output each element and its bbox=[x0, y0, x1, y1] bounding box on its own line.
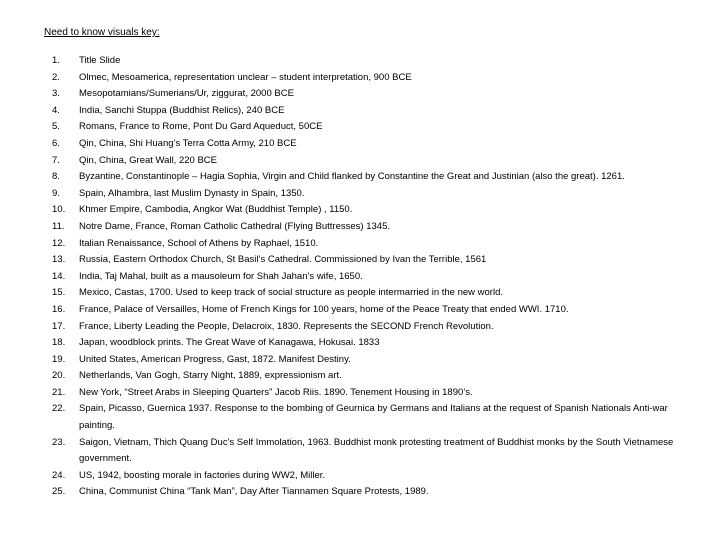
list-item-text: Romans, France to Rome, Pont Du Gard Aqueduct, 50CE bbox=[79, 121, 323, 133]
list-item bbox=[52, 484, 692, 501]
list-item bbox=[52, 153, 692, 170]
list-item bbox=[52, 119, 692, 136]
list-item bbox=[52, 269, 692, 286]
list-item bbox=[52, 435, 692, 468]
list-item-number: 1. bbox=[52, 55, 60, 66]
list-item-text: Notre Dame, France, Roman Catholic Cathedral (Flying Buttresses) 1345. bbox=[79, 220, 390, 232]
list-item-text: Spain, Picasso, Guernica 1937. Response to the bombing of Geurnica by Germans and Italians at the request of Spanish Nationals Anti-war painting. bbox=[79, 403, 668, 432]
list-item bbox=[52, 285, 692, 302]
list-item bbox=[52, 136, 692, 153]
list-item bbox=[52, 53, 692, 70]
list-item-text: Mexico, Castas, 1700. Used to keep track of social structure as people intermarried in the new world. bbox=[79, 287, 504, 299]
list-item-number: 10. bbox=[52, 204, 66, 216]
list-item-number: 9. bbox=[52, 187, 60, 199]
list-item bbox=[52, 319, 692, 336]
list-item-number: 17. bbox=[52, 320, 66, 332]
list-item-text: India, Sanchi Stuppa (Buddhist Relics), 240 BCE bbox=[79, 104, 285, 116]
list-item bbox=[52, 202, 692, 219]
list-item-text: Qin, China, Great Wall, 220 BCE bbox=[79, 154, 217, 166]
list-item-number: 14. bbox=[52, 270, 66, 282]
list-item-number: 3. bbox=[52, 88, 60, 100]
list-item bbox=[52, 236, 692, 253]
list-item bbox=[52, 368, 692, 385]
list-item-text: US, 1942, boosting morale in factories during WW2, Miller. bbox=[79, 469, 326, 481]
document-heading: Need to know visuals key: bbox=[44, 27, 160, 38]
list-item bbox=[52, 252, 692, 269]
list-item-number: 22. bbox=[52, 403, 66, 415]
list-item-number: 5. bbox=[52, 121, 60, 133]
list-item-number: 25. bbox=[52, 486, 66, 498]
list-item bbox=[52, 70, 692, 87]
list-item-number: 21. bbox=[52, 386, 66, 398]
list-item-number: 4. bbox=[52, 104, 60, 116]
list-item bbox=[52, 352, 692, 369]
list-item-text: France, Palace of Versailles, Home of French Kings for 100 years, home of the Peace Treaty that ended WWI. 1710. bbox=[79, 303, 569, 315]
list-item bbox=[52, 302, 692, 319]
list-item-number: 7. bbox=[52, 154, 60, 166]
list-item-number: 23. bbox=[52, 436, 66, 448]
list-item-number: 8. bbox=[52, 171, 60, 183]
list-item-number: 12. bbox=[52, 237, 66, 249]
list-item-number: 20. bbox=[52, 370, 66, 382]
list-item bbox=[52, 103, 692, 120]
list-item-number: 13. bbox=[52, 254, 66, 266]
list-item-text: India, Taj Mahal, built as a mausoleum for Shah Jahan’s wife, 1650. bbox=[79, 270, 363, 282]
list-item-text: Khmer Empire, Cambodia, Angkor Wat (Buddhist Temple) , 1150. bbox=[79, 204, 353, 216]
list-item-text: Title Slide bbox=[79, 55, 121, 66]
visuals-list bbox=[52, 53, 692, 501]
list-item-text: Qin, China, Shi Huang’s Terra Cotta Army, 210 BCE bbox=[79, 137, 297, 149]
list-item-number: 2. bbox=[52, 71, 60, 83]
list-item-text: Netherlands, Van Gogh, Starry Night, 1889, expressionism art. bbox=[79, 370, 342, 382]
list-item-number: 24. bbox=[52, 469, 66, 481]
list-item-text: New York, “Street Arabs in Sleeping Quarters” Jacob Riis. 1890. Tenement Housing in 1890’s. bbox=[79, 386, 473, 398]
list-item-number: 19. bbox=[52, 353, 66, 365]
list-item-text: Russia, Eastern Orthodox Church, St Basil’s Cathedral. Commissioned by Ivan the Terrible, 1561 bbox=[79, 254, 487, 266]
list-item-text: France, Liberty Leading the People, Delacroix, 1830. Represents the SECOND French Revolution. bbox=[79, 320, 494, 332]
list-item-number: 6. bbox=[52, 137, 60, 149]
list-item bbox=[52, 385, 692, 402]
list-item-text: Byzantine, Constantinople – Hagia Sophia, Virgin and Child flanked by Constantine the Great and Justinian (also the great). 1261. bbox=[79, 171, 625, 183]
list-item bbox=[52, 219, 692, 236]
list-item bbox=[52, 468, 692, 485]
list-item-number: 16. bbox=[52, 303, 66, 315]
list-item-text: United States, American Progress, Gast, 1872. Manifest Destiny. bbox=[79, 353, 351, 365]
list-item-text: Italian Renaissance, School of Athens by Raphael, 1510. bbox=[79, 237, 319, 249]
list-item bbox=[52, 86, 692, 103]
list-item-text: Mesopotamians/Sumerians/Ur, ziggurat, 2000 BCE bbox=[79, 88, 294, 100]
list-item bbox=[52, 401, 692, 434]
list-item bbox=[52, 186, 692, 203]
list-item bbox=[52, 335, 692, 352]
list-item-text: Olmec, Mesoamerica, representation unclear – student interpretation, 900 BCE bbox=[79, 71, 412, 83]
list-item-number: 18. bbox=[52, 337, 66, 349]
list-item-text: Spain, Alhambra, last Muslim Dynasty in Spain, 1350. bbox=[79, 187, 305, 199]
list-item-text: Japan, woodblock prints. The Great Wave of Kanagawa, Hokusai. 1833 bbox=[79, 337, 380, 349]
list-item bbox=[52, 169, 692, 186]
list-item-number: 15. bbox=[52, 287, 66, 299]
list-item-number: 11. bbox=[52, 220, 65, 232]
list-item-text: China, Communist China “Tank Man”, Day After Tiannamen Square Protests, 1989. bbox=[79, 486, 429, 498]
list-item-text: Saigon, Vietnam, Thich Quang Duc's Self Immolation, 1963. Buddhist monk protesting treatment of Buddhist monks by the South Vietnamese government. bbox=[79, 436, 674, 465]
